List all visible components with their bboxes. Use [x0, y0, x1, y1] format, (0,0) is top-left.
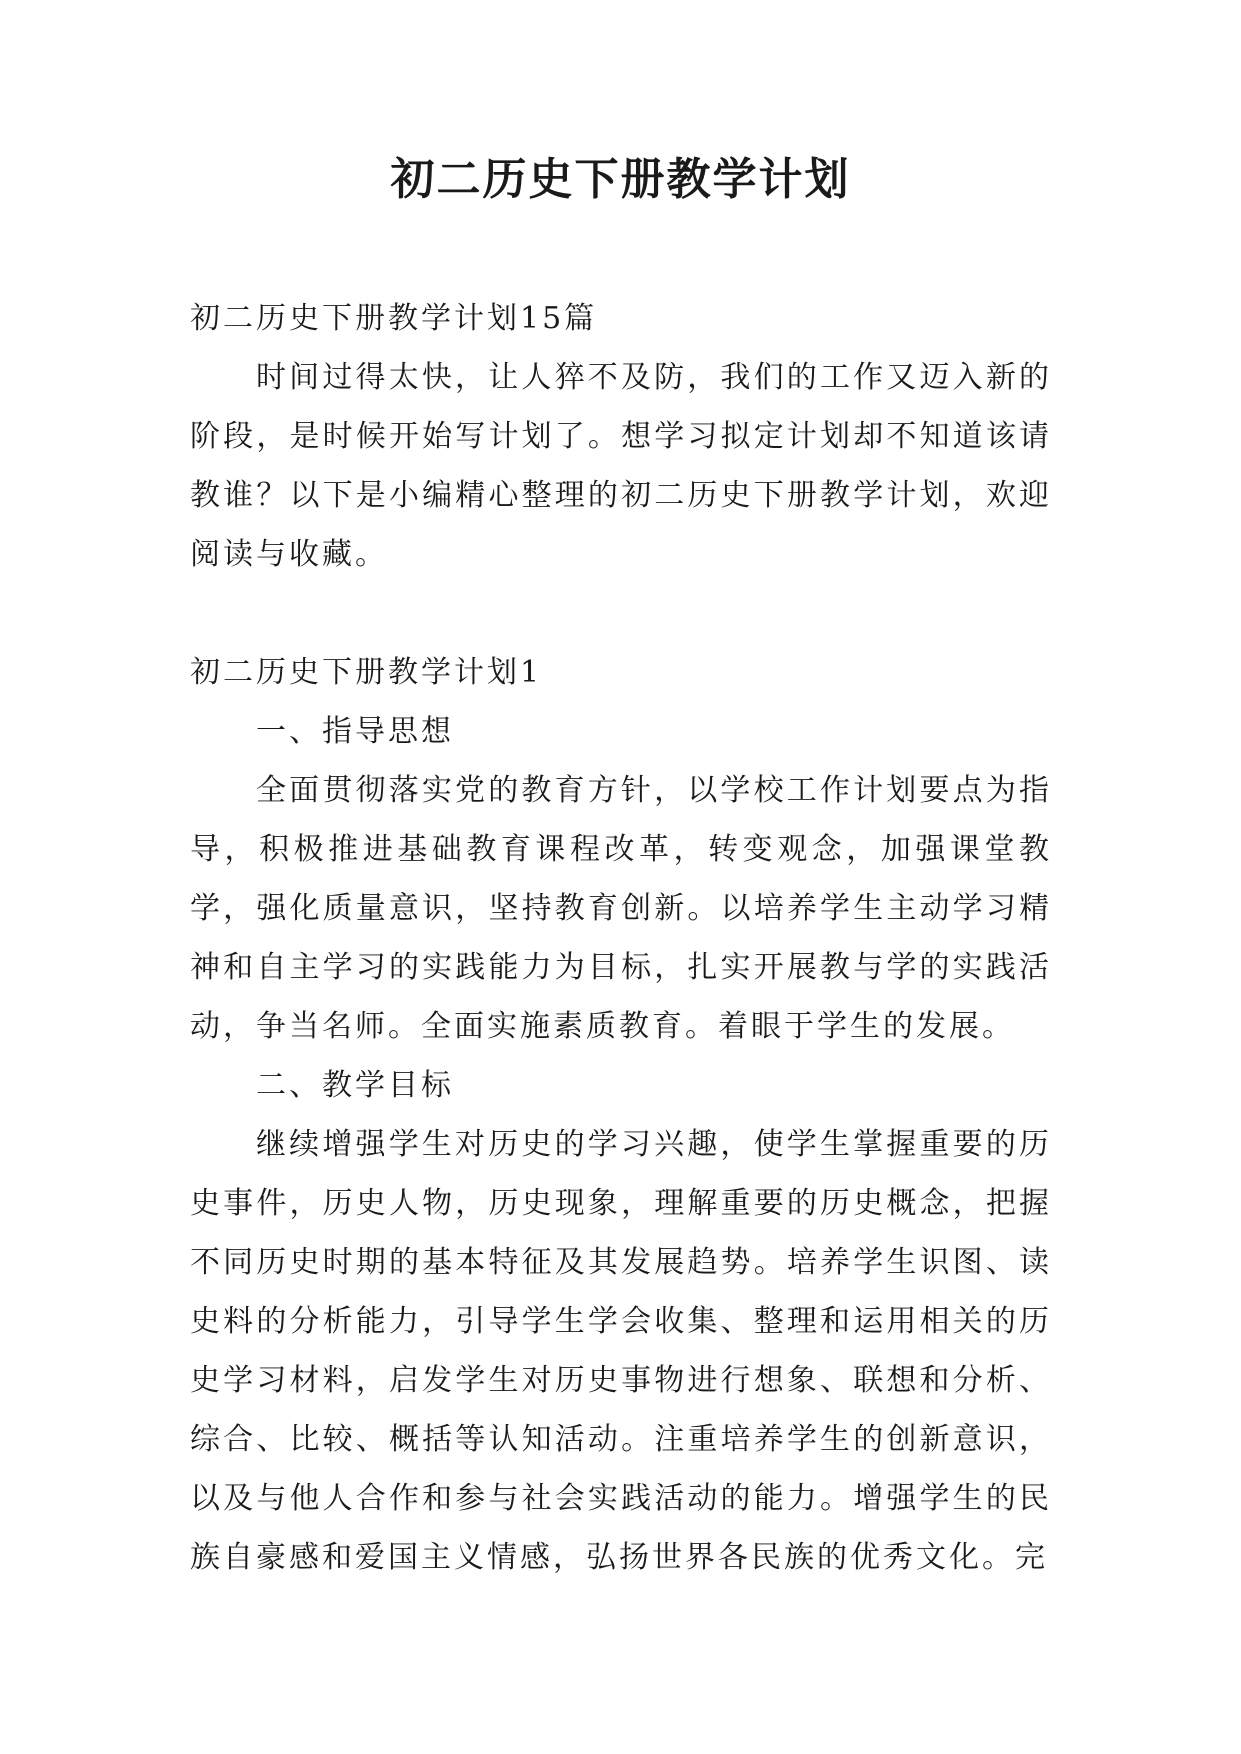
document-title: 初二历史下册教学计划 [390, 154, 851, 205]
paragraph-spacer [190, 584, 1052, 643]
part-heading-teaching-goals: 二、教学目标 [256, 1068, 454, 1103]
intro-paragraph: 时间过得太快，让人猝不及防，我们的工作又迈入新的阶段，是时候开始写计划了。想学习拟定计划却不知道该请教谁？以下是小编精心整理的初二历史下册教学计划，欢迎阅读与收藏。 [190, 360, 1052, 572]
teaching-goals-paragraph: 继续增强学生对历史的学习兴趣，使学生掌握重要的历史事件，历史人物，历史现象，理解重要的历史概念，把握不同历史时期的基本特征及其发展趋势。培养学生识图、读史料的分析能力，引导学生学会收集、整理和运用相关的历史学习材料，启发学生对历史事物进行想象、联想和分析、综合、比较、概括等认知活动。注重培养学生的创新意识，以及与他人合作和参与社会实践活动的能力。增强学生的民族自豪感和爱国主义情感，弘扬世界各民族的优秀文化。完 [190, 1127, 1052, 1575]
part-heading-guiding-ideology: 一、指导思想 [256, 714, 454, 749]
guiding-ideology-paragraph: 全面贯彻落实党的教育方针，以学校工作计划要点为指导，积极推进基础教育课程改革，转变观念，加强课堂教学，强化质量意识，坚持教育创新。以培养学生主动学习精神和自主学习的实践能力为目标，扎实开展教与学的实践活动，争当名师。全面实施素质教育。着眼于学生的发展。 [190, 773, 1052, 1044]
section-heading: 初二历史下册教学计划1 [190, 655, 543, 690]
document-body [190, 289, 1052, 1587]
document-subtitle: 初二历史下册教学计划15篇 [190, 301, 598, 336]
